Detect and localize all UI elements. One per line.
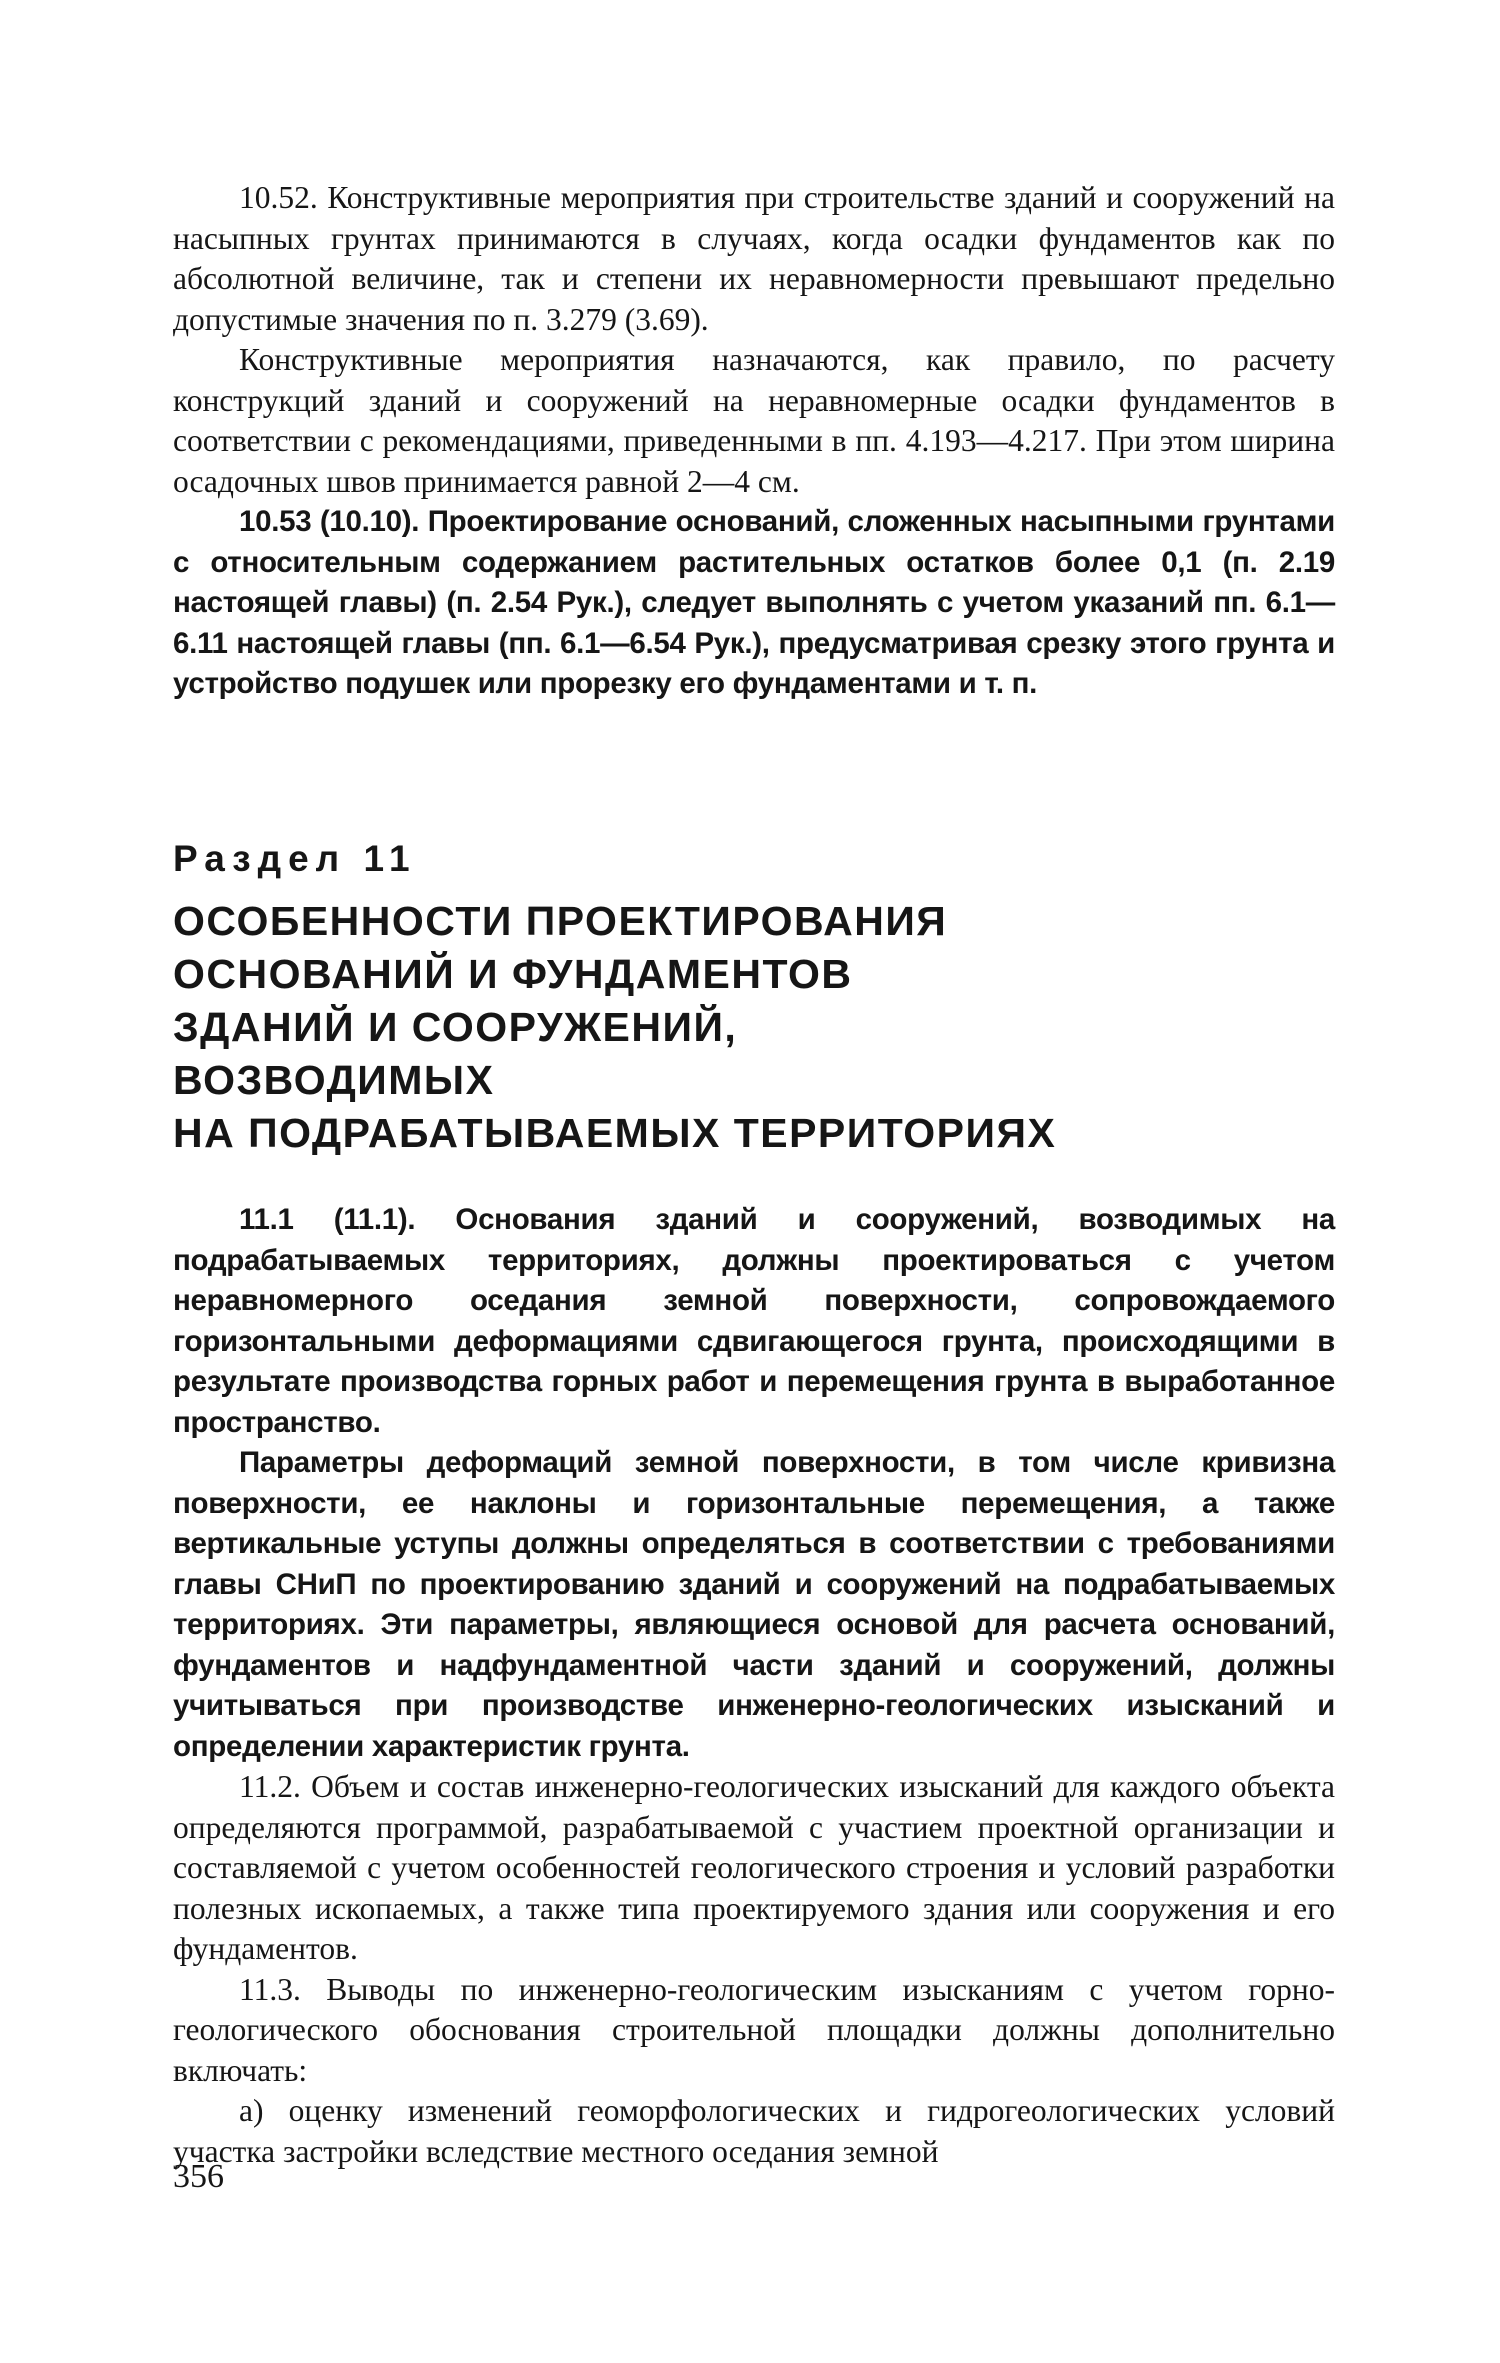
section-title-line: ВОЗВОДИМЫХ [173,1057,495,1103]
paragraph-11-2: 11.2. Объем и состав инженерно-геологических изысканий для каждого объекта определяются программой, разрабатываемой с участием проектной организации и составляемой с учетом особенностей геологического строения и условий разработки полезных ископаемых, а также типа проектируемого здания или сооружения и его фундаментов. [173,1769,1335,1966]
paragraph-11-3-item-a: а) оценку изменений геоморфологических и гидрогеологических условий участка застройки вследствие местного оседания земной [173,2093,1335,2169]
paragraph-11-3: 11.3. Выводы по инженерно-геологическим изысканиям с учетом горно-геологического обоснования строительной площадки должны дополнительно включать: [173,1971,1335,2088]
paragraph-10-52-continued: Конструктивные мероприятия назначаются, как правило, по расчету конструкций зданий и сооружений на неравномерные осадки фундаментов в соответствии с рекомендациями, приведенными в пп. 4.193—4.217. При этом ширина осадочных швов принимается равной 2—4 см. [173,342,1335,499]
page-number: 356 [173,2158,224,2195]
section-11-text-block [173,1200,1335,2172]
section-title-line: ОСНОВАНИЙ И ФУНДАМЕНТОВ [173,951,853,997]
top-text-block [173,178,1335,705]
section-title-line: ОСОБЕННОСТИ ПРОЕКТИРОВАНИЯ [173,898,948,944]
paragraph-10-52: 10.52. Конструктивные мероприятия при строительстве зданий и сооружений на насыпных грунтах принимаются в случаях, когда осадки фундаментов как по абсолютной величине, так и степени их неравномерности превышают предельно допустимые значения по п. 3.279 (3.69). [173,180,1335,337]
section-title-line: ЗДАНИЙ И СООРУЖЕНИЙ, [173,1004,738,1050]
paragraph-10-53: 10.53 (10.10). Проектирование оснований, сложенных насыпными грунтами с относительным содержанием растительных остатков более 0,1 (п. 2.19 настоящей главы) (п. 2.54 Рук.), следует выполнять с учетом указаний пп. 6.1—6.11 настоящей главы (пп. 6.1—6.54 Рук.), предусматривая срезку этого грунта и устройство подушек или прорезку его фундаментами и т. п. [173,505,1335,700]
paragraph-11-1-parameters: Параметры деформаций земной поверхности, в том числе кривизна поверхности, ее наклоны и горизонтальные перемещения, а также вертикальные уступы должны определяться в соответствии с требованиями главы СНиП по проектированию зданий и сооружений на подрабатываемых территориях. Эти параметры, являющиеся основой для расчета оснований, фундаментов и надфундаментной части зданий и сооружений, должны учитываться при производстве инженерно-геологических изысканий и определении характеристик грунта. [173,1446,1335,1763]
section-title-line: НА ПОДРАБАТЫВАЕМЫХ ТЕРРИТОРИЯХ [173,1110,1057,1156]
section-label: Раздел 11 [173,838,417,879]
section-title [173,895,1056,1160]
paragraph-11-1: 11.1 (11.1). Основания зданий и сооружений, возводимых на подрабатываемых территориях, должны проектироваться с учетом неравномерного оседания земной поверхности, сопровождаемого горизонтальными деформациями сдвигающегося грунта, происходящими в результате производства горных работ и перемещения грунта в выработанное пространство. [173,1203,1335,1439]
